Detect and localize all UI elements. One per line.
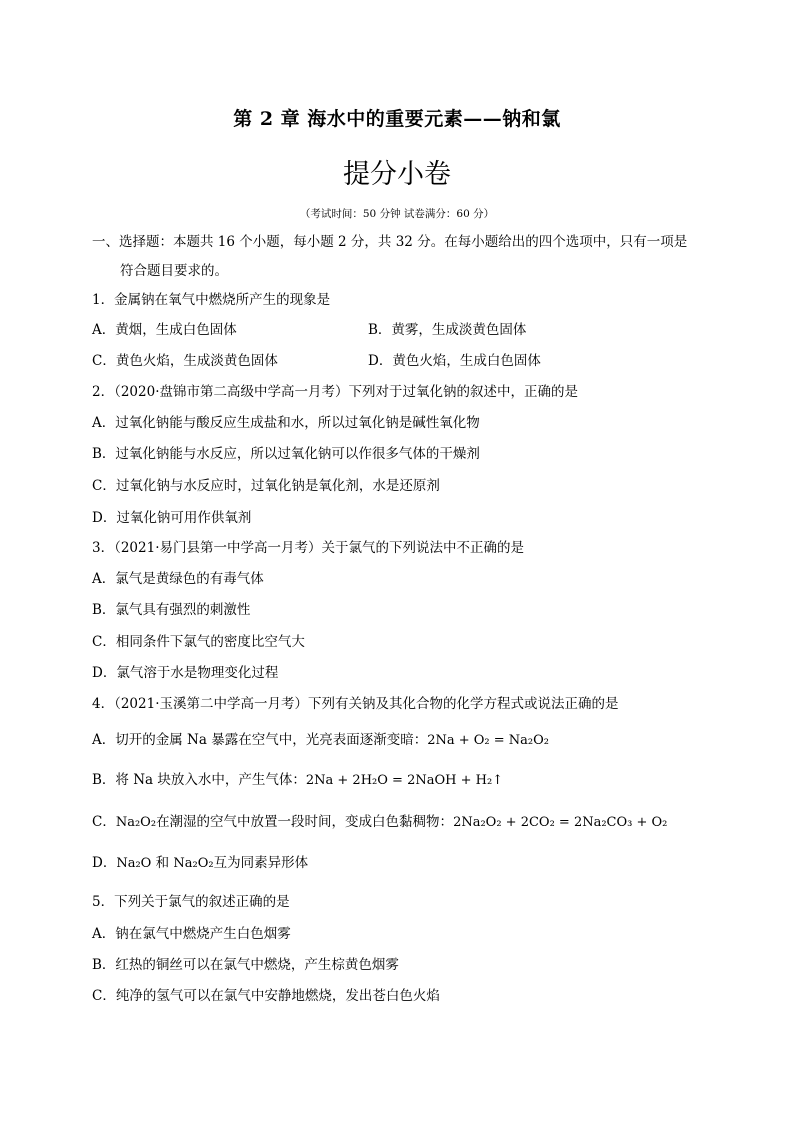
question-4-option-b	[92, 768, 503, 788]
question-2-option-c: C．过氧化钠与水反应时，过氧化钠是氧化剂，水是还原剂	[92, 478, 440, 494]
chapter-title: 第 2 章 海水中的重要元素——钠和氯	[233, 108, 561, 130]
question-4-stem: 4．（2021·玉溪第二中学高一月考）下列有关钠及其化合物的化学方程式或说法正确的是	[92, 696, 619, 712]
question-5-option-a: A．钠在氯气中燃烧产生白色烟雾	[92, 926, 291, 942]
question-4-option-c	[92, 810, 667, 830]
question-2-option-b: B．过氧化钠能与水反应，所以过氧化钠可以作很多气体的干燥剂	[92, 446, 480, 462]
question-4-option-c-equation: 2Na₂O₂ + 2CO₂ = 2Na₂CO₃ + O₂	[453, 815, 668, 830]
question-4-option-d-chemical-2: Na₂O₂	[173, 856, 214, 871]
question-4-option-b-equation: 2Na + 2H₂O = 2NaOH + H₂↑	[305, 773, 504, 788]
section-instruction-line2: 符合题目要求的。	[120, 263, 228, 279]
question-4-option-b-text: B．将 Na 块放入水中，产生气体：	[92, 772, 306, 788]
question-2-stem: 2．（2020·盘锦市第二高级中学高一月考）下列对于过氧化钠的叙述中，正确的是	[92, 384, 578, 400]
question-4-option-c-text: 在潮湿的空气中放置一段时间，变成白色黏稠物：	[156, 814, 454, 830]
question-4-option-d	[92, 851, 308, 871]
question-5-stem: 5．下列关于氯气的叙述正确的是	[92, 894, 290, 910]
section-instruction-line1: 一、选择题：本题共 16 个小题，每小题 2 分，共 32 分。在每小题给出的四个选项中，只有一项是	[92, 234, 688, 250]
question-4-option-d-chemical-1: Na₂O	[116, 856, 152, 871]
question-2-option-a: A．过氧化钠能与酸反应生成盐和水，所以过氧化钠是碱性氧化物	[92, 415, 480, 431]
question-4-option-a-equation: 2Na + O₂ = Na₂O₂	[427, 733, 549, 748]
question-1-option-b: B．黄雾，生成淡黄色固体	[368, 322, 527, 338]
question-3-option-a: A．氯气是黄绿色的有毒气体	[92, 571, 264, 587]
question-1-option-c: C．黄色火焰，生成淡黄色固体	[92, 353, 278, 369]
question-1-option-a: A．黄烟，生成白色固体	[92, 322, 237, 338]
question-4-option-c-chemical: Na₂O₂	[115, 815, 157, 830]
question-4-option-a-text: A．切开的金属 Na 暴露在空气中，光亮表面逐渐变暗：	[92, 732, 428, 748]
exam-info: （考试时间：50 分钟 试卷满分：60 分）	[299, 208, 495, 220]
question-5-option-b: B．红热的铜丝可以在氯气中燃烧，产生棕黄色烟雾	[92, 957, 399, 973]
question-3-option-b: B．氯气具有强烈的刺激性	[92, 602, 251, 618]
question-4-option-d-text: 互为同素异形体	[213, 855, 309, 871]
question-2-option-d: D．过氧化钠可用作供氧剂	[92, 510, 252, 526]
question-4-option-d-and: 和	[151, 855, 174, 871]
question-1-stem: 1．金属钠在氧气中燃烧所产生的现象是	[92, 292, 331, 308]
question-4-option-c-label: C．	[92, 814, 116, 830]
question-3-stem: 3．（2021·易门县第一中学高一月考）关于氯气的下列说法中不正确的是	[92, 540, 524, 556]
question-3-option-c: C．相同条件下氯气的密度比空气大	[92, 634, 305, 650]
question-4-option-d-label: D．	[92, 855, 117, 871]
question-5-option-c: C．纯净的氢气可以在氯气中安静地燃烧，发出苍白色火焰	[92, 988, 440, 1004]
question-3-option-d: D．氯气溶于水是物理变化过程	[92, 665, 279, 681]
question-1-option-d: D．黄色火焰，生成白色固体	[368, 353, 541, 369]
question-4-option-a	[92, 728, 549, 748]
paper-subtitle: 提分小卷	[343, 159, 451, 190]
